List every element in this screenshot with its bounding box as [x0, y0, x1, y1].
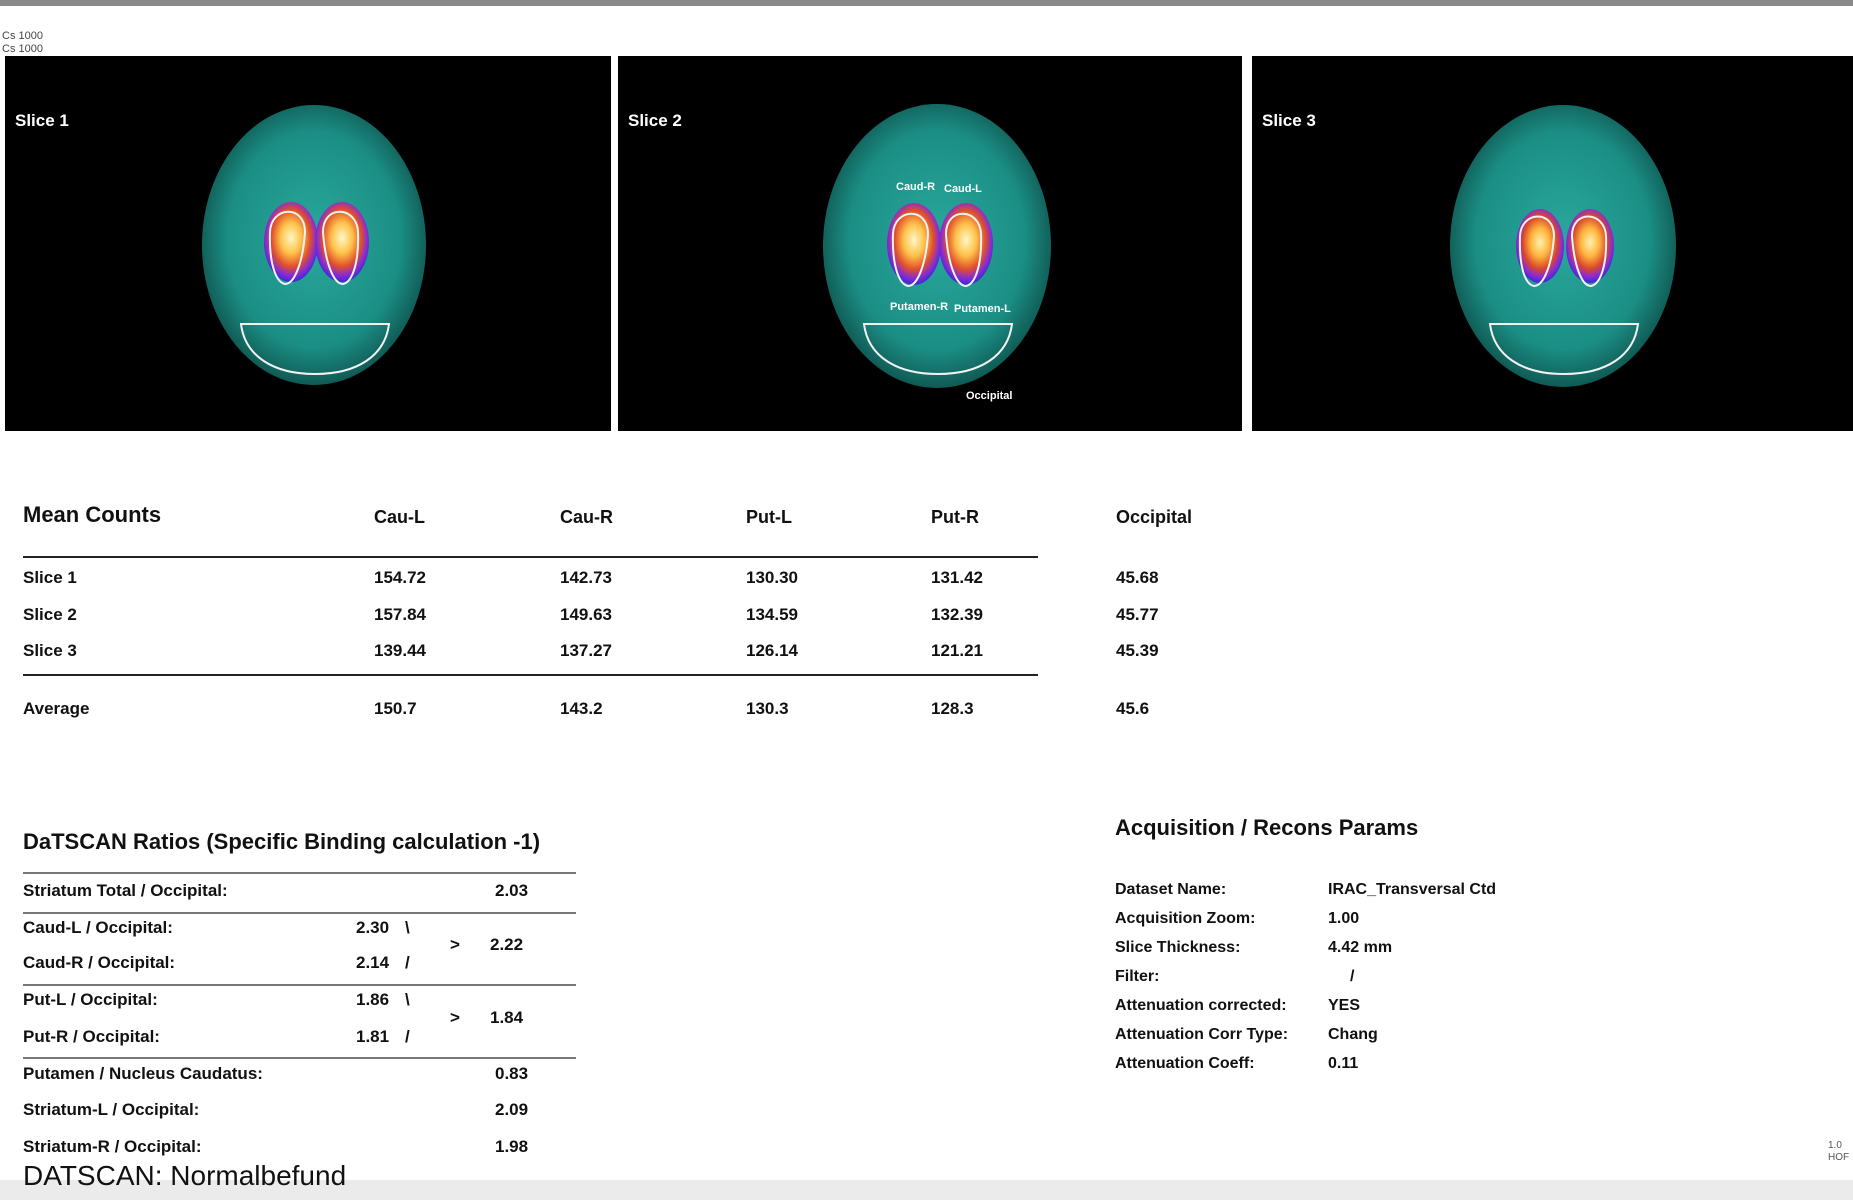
brain-scan-image-3: [1252, 56, 1853, 431]
table-cell: 132.39: [931, 605, 983, 624]
roi-label-caud-r: Caud-R: [896, 181, 936, 193]
param-value: IRAC_Transversal Ctd: [1328, 881, 1497, 898]
ratio-value-putamen-caudatus: 0.83: [495, 1064, 529, 1083]
roi-label-occipital: Occipital: [966, 390, 1013, 402]
table-cell: 137.27: [560, 641, 612, 660]
ratios-divider: [23, 912, 576, 914]
diagnosis-text: DATSCAN: Normalbefund: [23, 1160, 347, 1191]
param-label: Attenuation corrected:: [1115, 997, 1287, 1014]
row-label-slice-3: Slice 3: [23, 641, 77, 660]
table-cell: 130.3: [746, 699, 789, 718]
param-value: Chang: [1328, 1026, 1378, 1043]
brace-symbol: /: [405, 953, 410, 972]
combined-arrow: >: [450, 935, 460, 954]
brace-symbol: /: [405, 1027, 410, 1046]
ratio-value-caud-combined: 2.22: [490, 935, 524, 954]
table-cell: 131.42: [931, 568, 983, 587]
table-cell: 134.59: [746, 605, 798, 624]
table-cell: 139.44: [374, 641, 426, 660]
param-label: Acquisition Zoom:: [1115, 910, 1256, 927]
param-value: 4.42 mm: [1328, 939, 1393, 956]
ratios-title: DaTSCAN Ratios (Specific Binding calculation -1): [23, 829, 541, 854]
param-label: Filter:: [1115, 968, 1160, 985]
ratio-label-caud-l: Caud-L / Occipital:: [23, 918, 173, 937]
table-cell: 142.73: [560, 568, 612, 587]
table-cell: 149.63: [560, 605, 612, 624]
table-cell: 157.84: [374, 605, 426, 624]
ratio-label-caud-r: Caud-R / Occipital:: [23, 953, 176, 972]
table-cell: 126.14: [746, 641, 798, 660]
param-value: YES: [1328, 997, 1361, 1014]
table-cell: 150.7: [374, 699, 417, 718]
column-header-put-l: Put-L: [746, 507, 792, 527]
brace-symbol: \: [405, 918, 410, 937]
ratios-divider: [23, 872, 576, 874]
table-divider-bottom: [23, 674, 1038, 676]
roi-label-putamen-l: Putamen-L: [954, 303, 1011, 315]
row-label-slice-2: Slice 2: [23, 605, 77, 624]
param-value: 1.00: [1328, 910, 1360, 927]
ratio-label-striatum-r: Striatum-R / Occipital:: [23, 1137, 202, 1156]
brain-scan-image-1: [5, 56, 611, 431]
table-cell: 143.2: [560, 699, 603, 718]
slice-label: Slice 3: [1262, 111, 1316, 130]
table-cell: 45.6: [1116, 699, 1150, 718]
roi-label-putamen-r: Putamen-R: [890, 301, 949, 313]
page-marker-line1: 1.0: [1828, 1140, 1842, 1151]
slice-label: Slice 1: [15, 111, 69, 130]
param-value: 0.11: [1328, 1055, 1359, 1072]
table-cell: 45.39: [1116, 641, 1159, 660]
page-marker: [1828, 1140, 1849, 1164]
slice-panel-2[interactable]: [618, 56, 1242, 431]
slice-panel-1[interactable]: [5, 56, 611, 431]
ratio-label-putamen-caudatus: Putamen / Nucleus Caudatus:: [23, 1064, 263, 1083]
ratio-label-striatum-l: Striatum-L / Occipital:: [23, 1100, 200, 1119]
table-cell: 45.68: [1116, 568, 1159, 587]
ratios-divider: [23, 1057, 576, 1059]
combined-arrow: >: [450, 1008, 460, 1027]
ratio-label-striatum-total: Striatum Total / Occipital:: [23, 881, 228, 900]
table-cell: 121.21: [931, 641, 983, 660]
brain-scan-image-2: [618, 56, 1242, 431]
table-cell: 128.3: [931, 699, 974, 718]
acquisition-title: Acquisition / Recons Params: [1115, 815, 1419, 840]
param-value: /: [1350, 968, 1355, 985]
ratio-value-striatum-r: 1.98: [495, 1137, 529, 1156]
ratio-label-put-l: Put-L / Occipital:: [23, 990, 158, 1009]
row-label-slice-1: Slice 1: [23, 568, 77, 587]
column-header-cau-r: Cau-R: [560, 507, 613, 527]
ratio-value-caud-r: 2.14: [356, 953, 390, 972]
roi-label-caud-l: Caud-L: [944, 183, 982, 195]
table-cell: 45.77: [1116, 605, 1159, 624]
ratio-label-put-r: Put-R / Occipital:: [23, 1027, 160, 1046]
column-header-put-r: Put-R: [931, 507, 979, 527]
column-header-cau-l: Cau-L: [374, 507, 425, 527]
param-label: Slice Thickness:: [1115, 939, 1241, 956]
brace-symbol: \: [405, 990, 410, 1009]
column-header-occipital: Occipital: [1116, 507, 1193, 527]
param-label: Attenuation Corr Type:: [1115, 1026, 1289, 1043]
window-top-border: [0, 0, 1853, 6]
slice-panel-3[interactable]: [1252, 56, 1853, 431]
corner-label-line2: Cs 1000: [2, 43, 43, 55]
mean-counts-title: Mean Counts: [23, 502, 162, 527]
param-label: Attenuation Coeff:: [1115, 1055, 1255, 1072]
page-marker-line2: HOF: [1828, 1152, 1850, 1163]
corner-label: [2, 30, 43, 56]
table-divider-top: [23, 556, 1038, 558]
ratio-value-caud-l: 2.30: [356, 918, 390, 937]
param-label: Dataset Name:: [1115, 881, 1227, 898]
row-label-average: Average: [23, 699, 90, 718]
ratio-value-put-l: 1.86: [356, 990, 390, 1009]
ratio-value-striatum-total: 2.03: [495, 881, 529, 900]
ratios-divider: [23, 984, 576, 986]
ratio-value-striatum-l: 2.09: [495, 1100, 529, 1119]
ratio-value-put-combined: 1.84: [490, 1008, 524, 1027]
corner-label-line1: Cs 1000: [2, 30, 43, 42]
slice-label: Slice 2: [628, 111, 682, 130]
ratio-value-put-r: 1.81: [356, 1027, 390, 1046]
table-cell: 154.72: [374, 568, 426, 587]
table-cell: 130.30: [746, 568, 798, 587]
